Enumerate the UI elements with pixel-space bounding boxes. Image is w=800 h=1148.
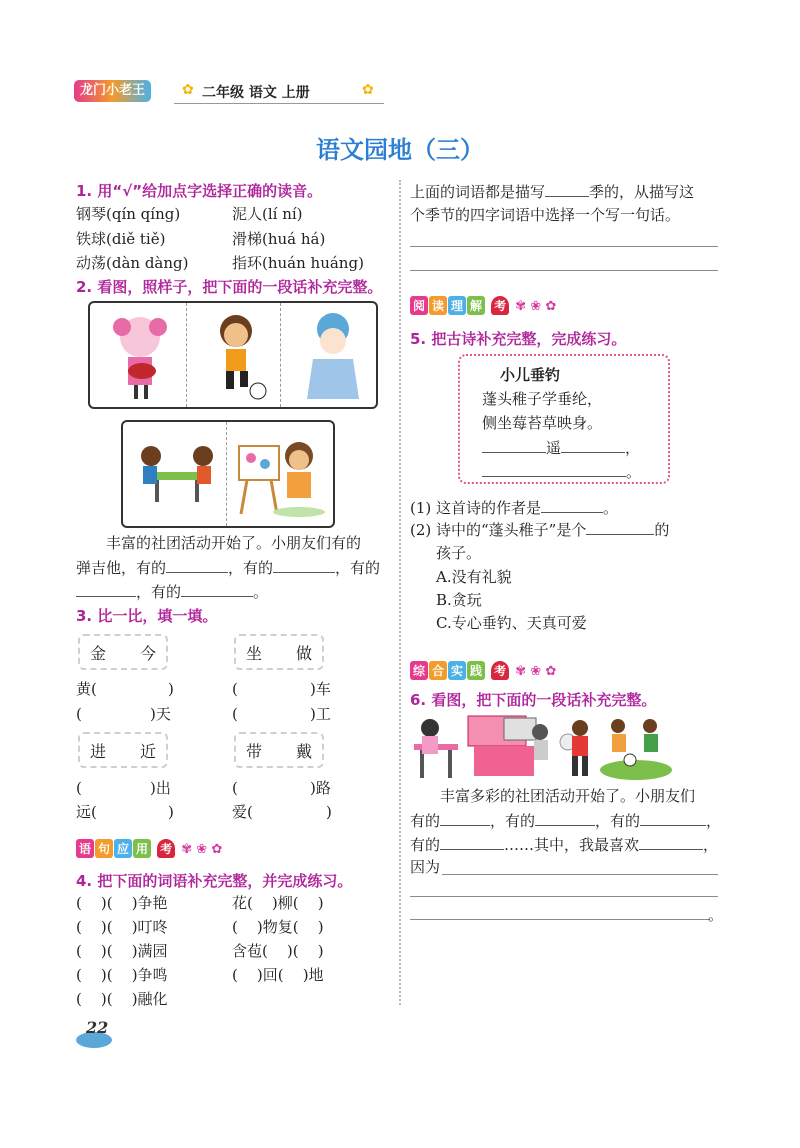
q3-fill-left: 黄( — [76, 680, 97, 698]
brand-text: 龙门小老王 — [80, 83, 146, 98]
compare-box — [234, 634, 324, 670]
badge-char: 合 — [429, 661, 447, 680]
compare-char: 今 — [140, 644, 157, 663]
compare-char: 带 — [246, 742, 263, 761]
q6-paragraph-line2 — [410, 809, 721, 833]
q4-row-left[interactable]: ( )( )争艳 — [76, 894, 168, 912]
compare-char: 做 — [296, 644, 313, 663]
compare-char: 坐 — [246, 644, 263, 663]
q1-item[interactable]: 泥人(lí ní) — [232, 205, 303, 223]
q4-row-left[interactable]: ( )( )叮咚 — [76, 918, 168, 936]
header-meta: 二年级 语文 上册 — [202, 85, 310, 101]
q3-fill-right: )车 — [310, 680, 331, 698]
page-title: 语文园地（三） — [316, 136, 484, 164]
q3-fill-open[interactable]: ( — [76, 705, 82, 723]
poem-line: 蓬头稚子学垂纶， — [482, 390, 603, 408]
q4-row-left[interactable]: ( )( )争鸣 — [76, 966, 168, 984]
poem-line-blank — [482, 436, 640, 458]
boy-football-illustration — [196, 309, 276, 401]
compare-box — [78, 732, 168, 768]
butterfly-icon: ✿ — [182, 82, 194, 98]
q2-text: 弹吉他，有的 — [76, 559, 167, 577]
badge-char: 句 — [95, 839, 113, 858]
compare-char: 进 — [90, 742, 107, 761]
exam-mark-icon: 考 — [157, 839, 175, 858]
badge-char: 阅 — [410, 296, 428, 315]
q6-paragraph-line3 — [410, 833, 718, 857]
q3-label: 3. 比一比，填一填。 — [76, 607, 218, 625]
q5-text: 孩子。 — [436, 544, 482, 562]
compare-char: 近 — [140, 742, 157, 761]
badge-char: 解 — [467, 296, 485, 315]
activity-picture-panel — [121, 420, 335, 528]
badge-char: 实 — [448, 661, 466, 680]
q2-text: ，有的 — [335, 559, 381, 577]
q4-row-right[interactable]: 含苞( )( ) — [232, 942, 324, 960]
answer-blank[interactable] — [166, 556, 228, 573]
panel-divider — [280, 303, 281, 407]
brand-logo — [74, 80, 151, 102]
q2-paragraph-line2 — [76, 556, 396, 580]
q6-label: 6. 看图，把下面的一段话补充完整。 — [410, 691, 657, 709]
q5-text: (1) 这首诗的作者是 — [410, 499, 542, 517]
header-underline — [174, 103, 384, 104]
followup-text: 上面的词语都是描写 — [410, 183, 546, 201]
answer-blank[interactable] — [482, 460, 626, 477]
q3-fill-open[interactable]: ( — [232, 705, 238, 723]
section-badge-language-use — [76, 838, 222, 858]
q4-row-right[interactable]: 花( )柳( ) — [232, 894, 324, 912]
answer-blank[interactable] — [181, 580, 253, 597]
badge-char: 应 — [114, 839, 132, 858]
badge-char: 用 — [133, 839, 151, 858]
followup-text: 季的，从描写这 — [589, 183, 695, 201]
q2-text: ，有的 — [228, 559, 274, 577]
badge-char: 读 — [429, 296, 447, 315]
q3-fill-right: )工 — [310, 705, 331, 723]
chess-players-illustration — [131, 432, 223, 518]
compare-char: 金 — [90, 644, 107, 663]
girl-painting-illustration — [233, 430, 327, 520]
answer-blank[interactable] — [541, 496, 603, 513]
answer-blank[interactable] — [640, 809, 706, 826]
q4-followup-line1 — [410, 180, 694, 204]
q5-option[interactable]: B.贪玩 — [436, 591, 482, 609]
page-number-badge — [74, 1018, 114, 1048]
q1-item[interactable]: 铁球(diě tiě) — [76, 230, 166, 248]
q6-text: 丰富多彩的社团活动开始了。小朋友们 — [440, 787, 696, 805]
header — [74, 80, 384, 104]
section-badge-practice — [410, 660, 556, 680]
q2-text: 。 — [253, 583, 269, 601]
activity-picture-panel — [88, 301, 378, 409]
q2-text: ，有的 — [136, 583, 182, 601]
badge-char: 综 — [410, 661, 428, 680]
q1-item[interactable]: 动荡(dàn dàng) — [76, 254, 189, 272]
poem-punct: 。 — [626, 463, 642, 481]
q4-label: 4. 把下面的词语补充完整，并完成练习。 — [76, 872, 353, 890]
q1-item[interactable]: 滑梯(huá há) — [232, 230, 326, 248]
exam-mark-icon: 考 — [491, 661, 509, 680]
q5-sub2 — [410, 518, 669, 542]
poem-line-blank — [482, 460, 641, 482]
exam-mark-icon: 考 — [491, 296, 509, 315]
answer-blank[interactable] — [482, 436, 546, 453]
compare-char: 戴 — [296, 742, 313, 761]
compare-box — [234, 732, 324, 768]
q4-row-left[interactable]: ( )( )满园 — [76, 942, 168, 960]
q4-row-right[interactable]: ( )回( )地 — [232, 966, 324, 984]
column-divider — [399, 180, 401, 1005]
panel-divider — [186, 303, 187, 407]
compare-box — [78, 634, 168, 670]
butterfly-icon: ✾ ❀ ✿ — [515, 299, 557, 314]
page-number: 22 — [86, 1018, 109, 1037]
q2-paragraph-line3 — [76, 580, 268, 604]
q3-fill-left: )天 — [150, 705, 171, 723]
answer-blank[interactable] — [561, 436, 625, 453]
writing-line[interactable] — [442, 874, 718, 875]
answer-blank[interactable] — [545, 180, 589, 197]
opera-child-illustration — [295, 309, 371, 401]
q6-text: 有的 — [410, 812, 441, 830]
poem-title: 小儿垂钓 — [500, 366, 561, 384]
q6-text: ，有的 — [595, 812, 641, 830]
q5-text: 。 — [603, 499, 619, 517]
q3-fill-right: )路 — [310, 779, 331, 797]
badge-char: 践 — [467, 661, 485, 680]
badge-char: 语 — [76, 839, 94, 858]
q6-text: 有的 — [410, 836, 441, 854]
writing-line[interactable] — [410, 270, 718, 271]
q3-fill-left: 远( — [76, 803, 97, 821]
badge-char: 理 — [448, 296, 466, 315]
q5-sub1 — [410, 496, 618, 520]
q6-text: ……其中，我最喜欢 — [504, 836, 640, 854]
q6-text: ， — [703, 836, 719, 854]
answer-blank[interactable] — [639, 833, 703, 850]
panel-divider — [226, 422, 227, 526]
writing-line[interactable] — [410, 896, 718, 897]
q1-label: 1. 用“√”给加点字选择正确的读音。 — [76, 182, 323, 200]
poem-char: 遥 — [546, 439, 562, 457]
poem-punct: ， — [625, 439, 641, 457]
q1-item[interactable]: 钢琴(qín qíng) — [76, 205, 181, 223]
q5-text: (2) 诗中的“蓬头稚子”是个 — [410, 521, 587, 539]
answer-blank[interactable] — [586, 518, 654, 535]
butterfly-icon: ✾ ❀ ✿ — [181, 842, 223, 857]
answer-blank[interactable] — [440, 833, 504, 850]
q6-text: 。 — [708, 906, 724, 924]
club-activities-illustration — [408, 710, 674, 784]
section-badge-reading — [410, 295, 556, 315]
writing-line[interactable] — [410, 246, 718, 247]
poem-line: 侧坐莓苔草映身。 — [482, 414, 603, 432]
answer-blank[interactable] — [76, 580, 136, 597]
butterfly-icon: ✿ — [362, 82, 374, 98]
q3-fill-left: 爱( — [232, 803, 253, 821]
answer-blank[interactable] — [273, 556, 335, 573]
q5-label: 5. 把古诗补充完整，完成练习。 — [410, 330, 627, 348]
butterfly-icon: ✾ ❀ ✿ — [515, 664, 557, 679]
writing-line[interactable] — [410, 919, 710, 920]
q3-fill-close[interactable]: ) — [168, 680, 174, 698]
q3-fill-open[interactable]: ( — [76, 779, 82, 797]
q3-fill-open[interactable]: ( — [232, 779, 238, 797]
q5-text: 的 — [654, 521, 670, 539]
q3-fill-close[interactable]: ) — [326, 803, 332, 821]
q2-text: 丰富的社团活动开始了。小朋友们有的 — [106, 534, 362, 552]
q3-fill-close[interactable]: ) — [168, 803, 174, 821]
q5-option[interactable]: C.专心垂钓、天真可爱 — [436, 614, 587, 632]
q6-text: ， — [706, 812, 722, 830]
q6-text: 因为 — [410, 858, 441, 876]
poem-box — [458, 354, 670, 484]
q5-option[interactable]: A.没有礼貌 — [436, 568, 512, 586]
q4-row-left[interactable]: ( )( )融化 — [76, 990, 168, 1008]
q3-fill-left: )出 — [150, 779, 171, 797]
answer-blank[interactable] — [440, 809, 490, 826]
girl-guitar-illustration — [100, 309, 180, 401]
q2-paragraph-line1 — [76, 532, 388, 555]
q6-text: ，有的 — [490, 812, 536, 830]
q2-label: 2. 看图，照样子，把下面的一段话补充完整。 — [76, 278, 383, 296]
q3-fill-open[interactable]: ( — [232, 680, 238, 698]
q4-row-right[interactable]: ( )物复( ) — [232, 918, 324, 936]
q6-paragraph-line1 — [410, 785, 722, 808]
q4-followup-line2: 个季节的四字词语中选择一个写一句话。 — [410, 206, 681, 224]
q1-item[interactable]: 指环(huán huáng) — [232, 254, 364, 272]
answer-blank[interactable] — [535, 809, 595, 826]
